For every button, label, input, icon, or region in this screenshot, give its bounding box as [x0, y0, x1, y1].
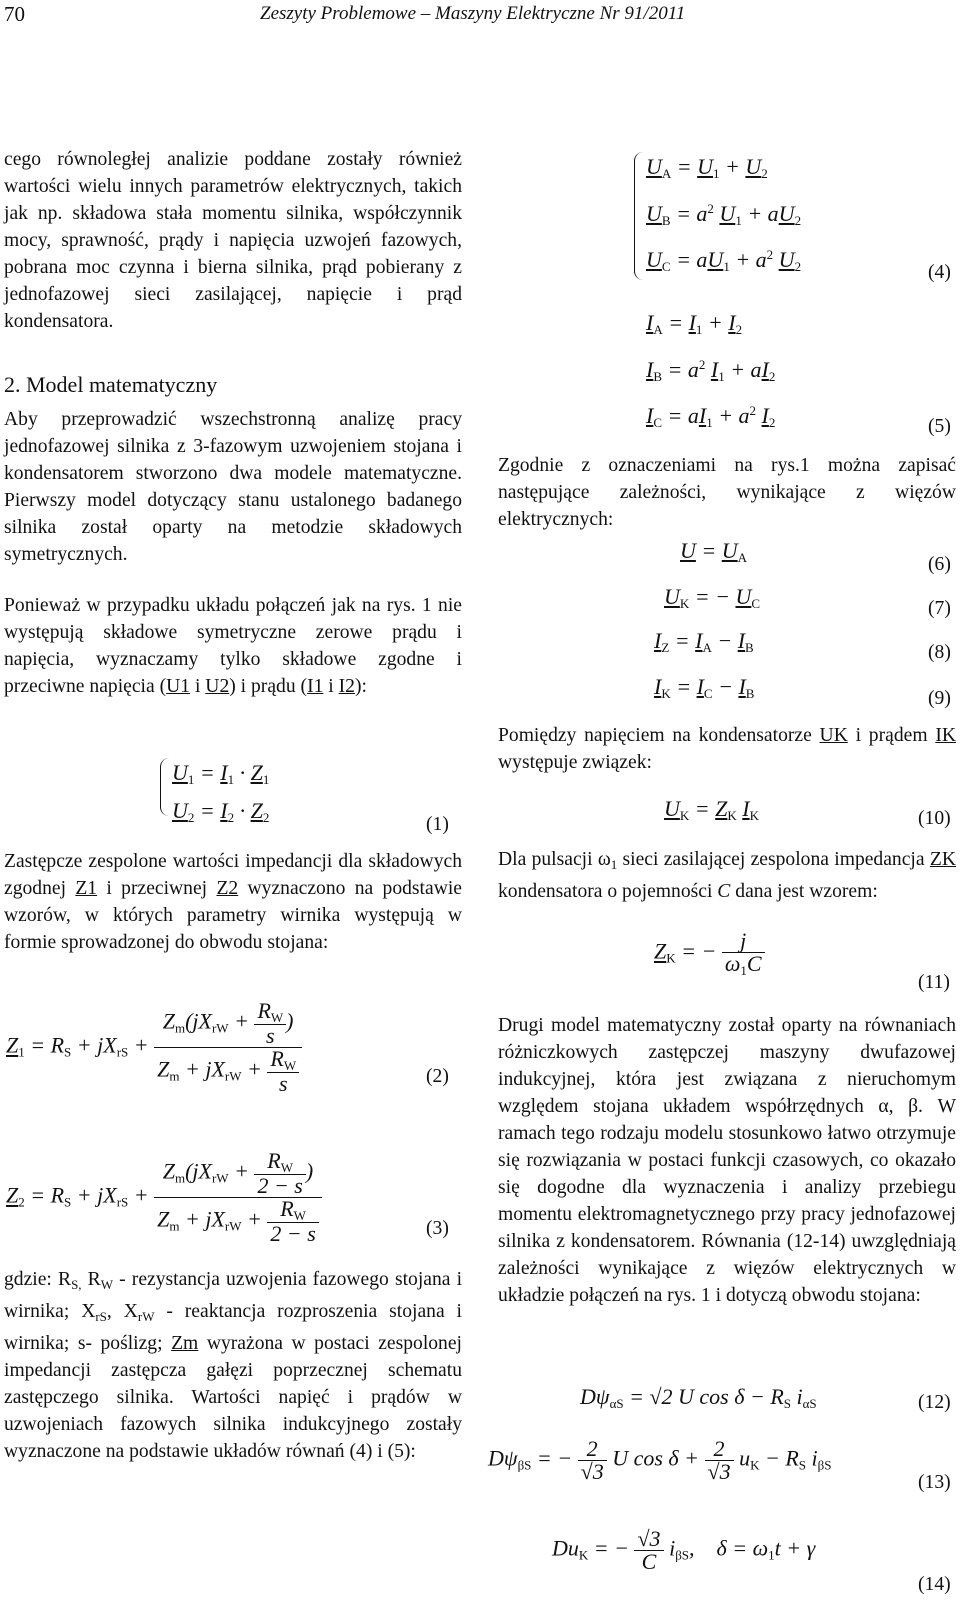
equation-7-number: (7) [928, 598, 951, 619]
equation-1-brace [160, 758, 169, 816]
equation-14-number: (14) [918, 1574, 951, 1595]
ik-ref: IK [935, 725, 956, 746]
equation-11: $Z_K$ = − $\frac{j}{\omega_1C}$ [654, 930, 765, 977]
equation-1-line-1: $U_1 = I_1 \cdot Z_1$ [172, 760, 270, 787]
section-heading [4, 370, 462, 400]
equation-5-line-1: $I_A = I_1 + I_2$ [646, 310, 743, 337]
equation-4-number: (4) [928, 262, 951, 283]
page-number: 70 [4, 2, 25, 26]
section-title: 2. Model matematyczny [4, 372, 218, 397]
equation-13: $D\psi_{\beta S}$ = − $\frac{2}{√3}$ U cos δ + $\frac{2}{√3}$ $u_K - R_S$ $i_{\beta S}$ [488, 1436, 832, 1484]
equation-6: $U = U_A$ [680, 538, 748, 565]
equation-4-brace [634, 152, 643, 280]
equation-12: $D\psi_{\alpha S} = √2$ U $\cos \delta - R_S$ $i_{\alpha S}$ [580, 1384, 817, 1411]
left-paragraph-1: cego równoległej analizie poddane zostały również wartości wielu innych parametrów elektrycznych, takich jak np. składowa stała momentu silnika, współczynnik mocy, sprawność, prądy i napięcia uzwojeń fazowych, pobrana moc czynna i bierna silnika, prąd pobierany z jednofazowej sieci zasilającej, napięcie i prąd kondensatora. [4, 149, 462, 332]
left-paragraph-3: Ponieważ w przypadku układu połączeń jak na rys. 1 nie występują składowe symetryczne zerowe prądu i napięcia, wyznaczamy tylko składowe zgodne i przeciwne napięcia (U1 i U2) i prądu (I1 i I2): [4, 595, 462, 697]
uk-ref: UK [819, 725, 848, 746]
left-paragraph-4: Zastępcze zespolone wartości impedancji dla składowych zgodnej Z1 i przeciwnej Z2 wyznaczono na podstawie wzorów, w których parametry wirnika występują w formie sprowadzonej do obwodu stojana: [4, 851, 462, 953]
zm-ref: Zm [171, 1333, 199, 1354]
i1-ref: I1 [307, 676, 324, 697]
equation-5-number: (5) [928, 416, 951, 437]
equation-8-number: (8) [928, 642, 951, 663]
right-paragraph-1: Zgodnie z oznaczeniami na rys.1 można zapisać następujące zależności, wynikające z więzów elektrycznych: [498, 455, 956, 530]
equation-10-number: (10) [918, 808, 951, 829]
equation-5-line-3: $I_C = aI_1 + a^2$ $I_2$ [646, 403, 776, 430]
equation-4-line-1: $U_A = U_1 + U_2$ [646, 154, 768, 181]
right-paragraph-2: Pomiędzy napięciem na kondensatorze UK i prądem IK występuje związek: [498, 725, 956, 773]
equation-3-number: (3) [426, 1218, 449, 1239]
equation-7: $U_K$ = − $U_C$ [664, 584, 761, 611]
equation-4-line-3: $U_C = aU_1 + a^2$ $U_2$ [646, 247, 802, 274]
equation-12-number: (12) [918, 1392, 951, 1413]
right-paragraph-3: Dla pulsacji $\omega_1$ sieci zasilającej zespolona impedancja ZK kondensatora o pojemności C dana jest wzorem: [498, 849, 956, 902]
equation-10: $U_K = Z_K$ $I_K$ [664, 796, 759, 823]
equation-3: $Z_2 = R_S + jX_{rS}$ + $Z_m(jX_{rW}$ + $\frac{R_W}{2 - s}$ ) $Z_m + jX_{rW}$ + $\frac{R_W}{2 - s}$ [6, 1150, 322, 1245]
equation-1-line-2: $U_2 = I_2 \cdot Z_2$ [172, 798, 270, 825]
equation-14: $Du_K$ = − $\frac{√3}{C}$ $i_{\beta S}$, $\delta = \omega_1t + \gamma$ [552, 1526, 816, 1574]
z2-ref: Z2 [216, 878, 239, 899]
equation-4-line-2: $U_B = a^2$ $U_1 + aU_2$ [646, 201, 802, 228]
equation-8: $I_Z = I_A - I_B$ [654, 628, 754, 655]
equation-6-number: (6) [928, 554, 951, 575]
equation-2-number: (2) [426, 1066, 449, 1087]
i2-ref: I2 [338, 676, 355, 697]
left-paragraph-2: Aby przeprowadzić wszechstronną analizę pracy jednofazowej silnika z 3-fazowym uzwojeniem stojana i kondensatorem stworzono dwa modele matematyczne. Pierwszy model dotyczący stanu ustalonego badanego silnika został oparty na metodzie składowych symetrycznych. [4, 409, 462, 565]
z1-ref: Z1 [75, 878, 98, 899]
equation-2: $Z_1 = R_S + jX_{rS}$ + $Z_m(jX_{rW}$ + $\frac{R_W}{s}$ ) $Z_m + jX_{rW}$ + $\frac{R_W}{s}$ [6, 1000, 302, 1095]
left-paragraph-5: gdzie: $R_{S,}$ $R_W$ - rezystancja uzwojenia fazowego stojana i wirnika; $X_{rS}$, $X_{rW}$ - reaktancja rozproszenia stojana i wirnika; s- poślizg; Zm wyrażona w postaci zespolonej impedancji zastępcza gałęzi poprzecznej schematu zastępczego silnika. Wartości napięć i prądów w uzwojeniach fazowych silnika indukcyjnego zostały wyznaczone na podstawie układów równań (4) i (5): [4, 1269, 463, 1462]
equation-1-number: (1) [426, 814, 449, 835]
equation-11-number: (11) [918, 972, 950, 993]
equation-5-line-2: $I_B = a^2$ $I_1 + aI_2$ [646, 357, 776, 384]
equation-9-number: (9) [928, 688, 951, 709]
zk-ref: ZK [929, 849, 956, 870]
journal-title: Zeszyty Problemowe – Maszyny Elektryczne Nr 91/2011 [260, 3, 686, 24]
equation-9: $I_K = I_C - I_B$ [654, 674, 755, 701]
right-paragraph-4: Drugi model matematyczny został oparty na równaniach różniczkowych zastępczej maszyny dwufazowej indukcyjnej, która jest związana z nieruchomym względem stojana układem współrzędnych α, β. W ramach tego rodzaju modelu stosunkowo łatwo otrzymuje się rozwiązania w postaci funkcji czasowych, co okazało się dogodne dla wyznaczenia i analizy przebiegu momentu elektromagnetycznego przy pracy jednofazowej silnika z kondensatorem. Równania (12-14) uwzględniają zależności wynikające z więzów elektrycznych w układzie połączeń na rys. 1 i dotyczą obwodu stojana: [498, 1015, 956, 1306]
u1-ref: U1 [166, 676, 191, 697]
u2-ref: U2 [205, 676, 230, 697]
equation-13-number: (13) [918, 1472, 951, 1493]
